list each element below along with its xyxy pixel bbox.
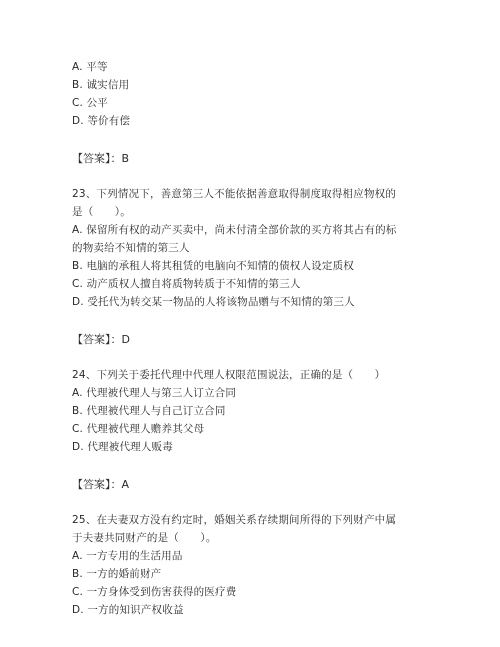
q24-option-a: A. 代理被代理人与第三人订立合同 xyxy=(72,387,237,399)
q22-option-a: A. 平等 xyxy=(72,61,108,73)
answer-label: 【答案】 xyxy=(72,152,111,165)
q23-option-a-line-1: A. 保留所有权的动产买卖中，尚未付清全部价款的买方将其占有的标 xyxy=(72,224,397,236)
question-24 xyxy=(72,366,442,456)
q25-option-d: D. 一方的知识产权收益 xyxy=(72,604,184,616)
q24-option-c: C. 代理被代理人赡养其父母 xyxy=(72,423,205,435)
document-page xyxy=(72,58,442,619)
q23-stem-line-1: 23、下列情况下，善意第三人不能依据善意取得制度取得相应物权的 xyxy=(72,188,397,200)
answer-separator: ： xyxy=(110,152,122,165)
q25-option-c: C. 一方身体受到伤害获得的医疗费 xyxy=(72,586,237,598)
answer-label: 【答案】 xyxy=(72,333,111,346)
q25-option-a: A. 一方专用的生活用品 xyxy=(72,550,183,562)
answer-separator: ： xyxy=(110,478,122,491)
question-23 xyxy=(72,185,442,311)
q23-option-b: B. 电脑的承租人将其租赁的电脑向不知情的债权人设定质权 xyxy=(72,260,354,272)
question-25 xyxy=(72,511,442,619)
q24-stem-line-1: 24、下列关于委托代理中代理人权限范围说法，正确的是（ ） xyxy=(72,369,386,381)
q23-option-a-line-2: 的物卖给不知情的第三人 xyxy=(72,242,190,254)
q23-answer xyxy=(72,331,442,349)
answer-value: B xyxy=(121,152,130,165)
q25-stem-line-2: 于夫妻共同财产的是（ ）。 xyxy=(72,532,217,544)
answer-label: 【答案】 xyxy=(72,478,111,491)
q25-stem-line-1: 25、在夫妻双方没有约定时，婚姻关系存续期间所得的下列财产中属 xyxy=(72,514,397,526)
q22-option-c: C. 公平 xyxy=(72,97,109,109)
q25-option-b: B. 一方的婚前财产 xyxy=(72,568,162,580)
q24-option-b: B. 代理被代理人与自己订立合同 xyxy=(72,405,226,417)
answer-separator: ： xyxy=(110,333,122,346)
answer-value: A xyxy=(121,478,130,491)
q23-option-d: D. 受托代为转交某一物品的人将该物品赠与不知情的第三人 xyxy=(72,296,355,308)
q22-options xyxy=(72,58,442,130)
q24-option-d: D. 代理被代理人贩毒 xyxy=(72,441,173,453)
q22-option-b: B. 诚实信用 xyxy=(72,79,130,91)
q22-answer xyxy=(72,150,442,168)
q23-stem-line-2: 是（ ）。 xyxy=(72,206,131,218)
q24-answer xyxy=(72,476,442,494)
answer-value: D xyxy=(121,333,130,346)
q23-option-c: C. 动产质权人擅自将质物转质于不知情的第三人 xyxy=(72,278,301,290)
q22-option-d: D. 等价有偿 xyxy=(72,115,131,127)
